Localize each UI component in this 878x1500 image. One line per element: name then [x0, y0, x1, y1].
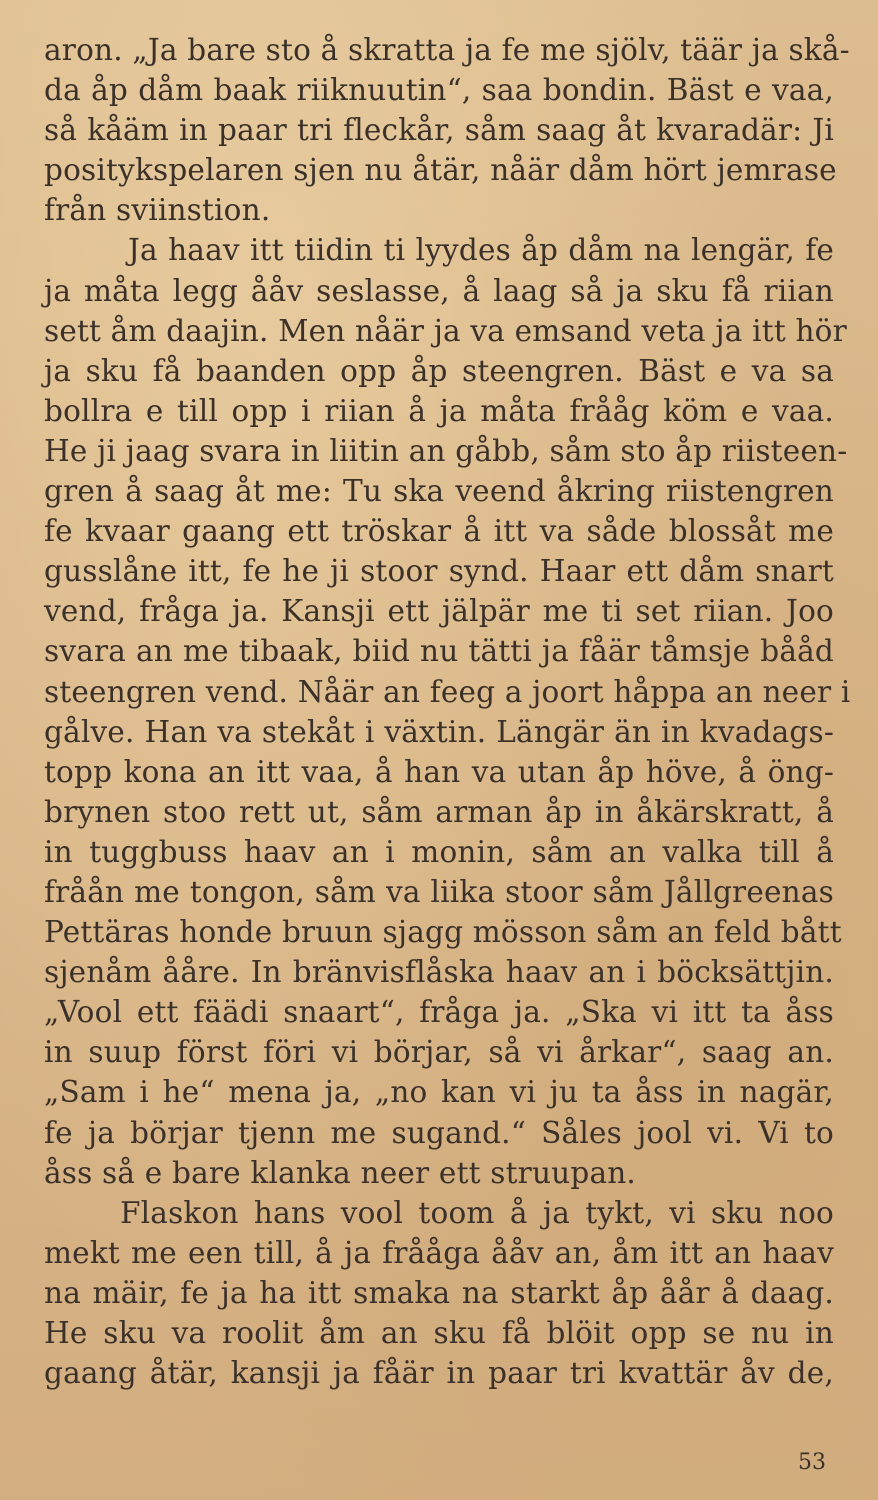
text-line: gusslåne itt, fe he ji stoor synd. Haar ett dåm snart	[44, 554, 834, 589]
text-line: fråån me tongon, såm va liika stoor såm Jållgreenas	[44, 874, 834, 909]
text-line: så kåäm in paar tri fleckår, såm saag åt kvaradär: Ji	[44, 113, 834, 148]
text-line: från sviinstion.	[44, 193, 271, 228]
text-line: topp kona an itt vaa, å han va utan åp höve, å öng-	[44, 754, 834, 789]
text-line: He ji jaag svara in liitin an gåbb, såm sto åp riisteen-	[44, 433, 848, 468]
text-line: Flaskon hans vool toom å ja tykt, vi sku noo	[120, 1195, 834, 1230]
text-line: gren å saag åt me: Tu ska veend åkring riistengren	[44, 474, 834, 509]
text-line: „Sam i he“ mena ja, „no kan vi ju ta åss in nagär,	[44, 1075, 834, 1110]
text-line: „Vool ett fäädi snaart“, fråga ja. „Ska vi itt ta åss	[44, 995, 834, 1030]
text-line: fe kvaar gaang ett tröskar å itt va såde blossåt me	[44, 514, 834, 549]
text-line: åss så e bare klanka neer ett struupan.	[44, 1155, 637, 1190]
text-line: in tuggbuss haav an i monin, såm an valka till å	[44, 834, 834, 869]
text-line: gaang åtär, kansji ja fåär in paar tri kvattär åv de,	[44, 1356, 834, 1391]
text-line: vend, fråga ja. Kansji ett jälpär me ti set riian. Joo	[44, 594, 834, 629]
text-line: brynen stoo rett ut, såm arman åp in åkärskratt, å	[44, 794, 834, 829]
text-line: svara an me tibaak, biid nu tätti ja fåär tåmsje bååd	[44, 634, 834, 669]
text-line: fe ja börjar tjenn me sugand.“ Såles jool vi. Vi to	[44, 1115, 834, 1150]
text-line: Pettäras honde bruun sjagg mösson såm an feld bått	[44, 915, 842, 950]
text-line: sjenåm ååre. In bränvisflåska haav an i böcksättjin.	[44, 955, 834, 990]
text-line: ja måta legg ååv seslasse, å laag så ja sku få riian	[44, 273, 834, 308]
text-line: ja sku få baanden opp åp steengren. Bäst e va sa	[44, 353, 834, 388]
text-line: Ja haav itt tiidin ti lyydes åp dåm na lengär, fe	[128, 233, 834, 268]
text-line: mekt me een till, å ja frååga ååv an, åm itt an haav	[44, 1235, 834, 1270]
text-line: gålve. Han va stekåt i växtin. Längär än in kvadags-	[44, 714, 834, 749]
text-line: na mäir, fe ja ha itt smaka na starkt åp åår å daag.	[44, 1275, 834, 1310]
text-line: positykspelaren sjen nu åtär, nåär dåm hört jemrase	[44, 153, 837, 188]
text-line: He sku va roolit åm an sku få blöit opp se nu in	[44, 1316, 834, 1350]
text-line: sett åm daajin. Men nåär ja va emsand veta ja itt hör	[44, 313, 847, 348]
text-line: in suup först föri vi börjar, så vi årkar“, saag an.	[44, 1035, 834, 1070]
text-line: aron. „Ja bare sto å skratta ja fe me sjölv, täär ja skå-	[44, 33, 850, 67]
text-line: da åp dåm baak riiknuutin“, saa bondin. Bäst e vaa,	[44, 73, 834, 108]
page-number: 53	[798, 1450, 826, 1475]
text-line: steengren vend. Nåär an feeg a joort håppa an neer i	[44, 674, 851, 709]
body-text	[44, 30, 851, 1393]
text-line: bollra e till opp i riian å ja måta frååg köm e vaa.	[44, 393, 834, 428]
